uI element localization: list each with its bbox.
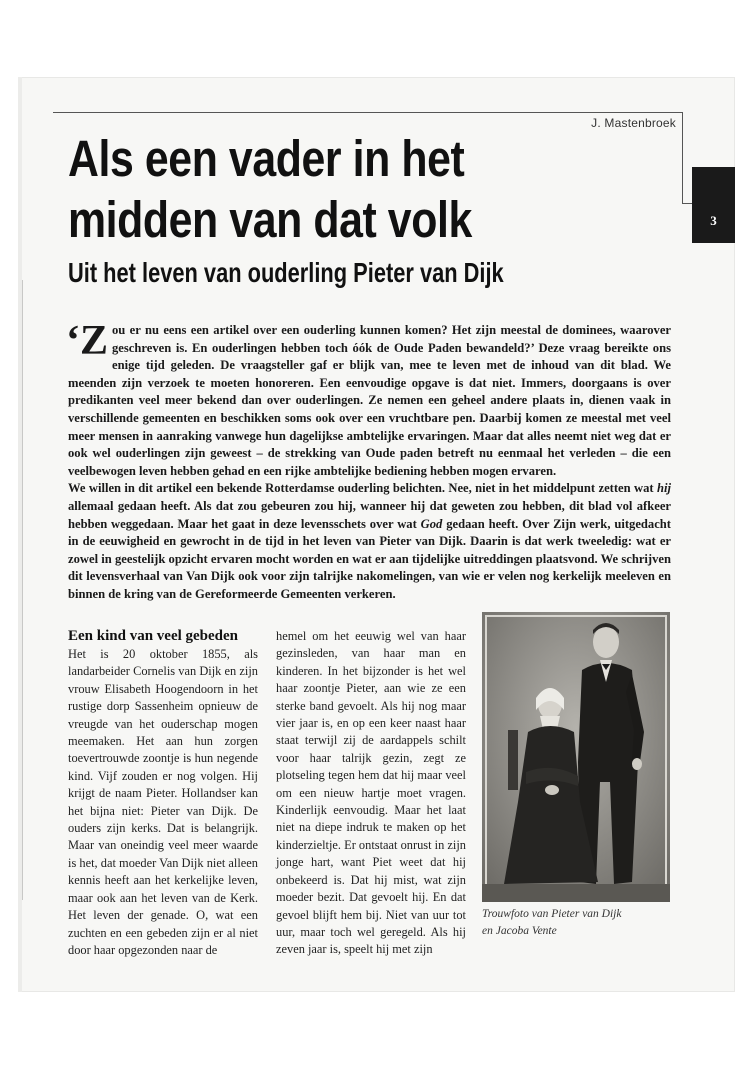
intro-p2-emphasis-god: God <box>420 516 443 531</box>
author-name: J. Mastenbroek <box>591 116 676 130</box>
page-number-tab <box>692 167 735 243</box>
intro-p2-b: allemaal gedaan heeft. Als dat zou gebeuren zou hij, wanneer hij dat geweten zou hebben, dit blad vol afkeer hebben weggedaan. Maar het gaat in deze levensschets over wat <box>68 498 671 531</box>
page-number: 3 <box>710 213 717 228</box>
column-1-text: Het is 20 oktober 1855, als landarbeider Cornelis van Dijk en zijn vrouw Elisabeth Hoogendoorn in het rustige dorp Sassenheim opnieuw de vreugde van het ouderschap mogen meemaken. Het aan hun zorgen toevertrouwde zoontje is hun negende kind. Vijf zouden er nog volgen. Hij krijgt de naam Pieter. Hollandser kan het bijna niet: Pieter van Dijk. De ouders zijn kerks. Dat is belangrijk. Maar van oneindig veel meer waarde is het, dat moeder Van Dijk niet alleen kennis heeft aan het kerkelijke leven, maar ook aan het leven van de Kerk. Het leven der genade. O, wat een zuchten en een gebeden zijn er al niet door haar opgezonden naar de <box>68 647 258 957</box>
intro-paragraph-2 <box>68 480 671 603</box>
intro-p2-emphasis-hij: hij <box>656 481 671 496</box>
caption-line-1: Trouwfoto van Pieter van Dijk <box>482 908 622 920</box>
intro-p2-a: We willen in dit artikel een bekende Rotterdamse ouderling belichten. Nee, niet in het middelpunt zetten wat <box>68 481 657 496</box>
header-rule <box>53 112 683 113</box>
intro-p2-c: gedaan heeft. Over Zijn werk, uitgedacht in de eeuwigheid en gewrocht in de tijd in het leven van Pieter van Dijk. Daarin is dat werk tweeledig: wat er zowel in geestelijk opzicht ervaren mocht worden en wat er aan tijdelijke uitreddingen plaatsvond. We schrijven dit levensverhaal van Van Dijk ook voor zijn talrijke nakomelingen, van wie er velen nog kerkelijk meeleven en binnen de kring van de Gereformeerde Gemeenten verkeren. <box>68 516 671 601</box>
body-column-2 <box>276 628 466 959</box>
header-bracket-horizontal <box>682 203 692 204</box>
caption-line-2: en Jacoba Vente <box>482 925 557 937</box>
intro-text <box>66 318 671 604</box>
body-column-1 <box>68 628 258 959</box>
section-heading: Een kind van veel gebeden <box>68 628 239 644</box>
photo-caption <box>482 906 672 940</box>
intro-paragraph-1 <box>66 318 671 480</box>
article-title: Als een vader in het midden van dat volk <box>68 130 472 248</box>
column-2-text: hemel om het eeuwig wel van haar gezinsleden, van haar man en kinderen. In het bijzonder is het wel haar zoontje Pieter, aan wie ze een sterke band gevoelt. Als hij nog maar vier jaar is, en op een keer naast haar staat terwijl zij de aardappels schilt voor haar talrijk gezin, zegt ze plotseling tegen hem dat hij maar veel om een nieuw hartje moet vragen. Kinderlijk eenvoudig. Maar het laat niet na diepe indruk te maken op het kinderzieltje. Er ontstaat onrust in zijn jonge hart, want Piet weet dat hij onbekeerd is. Dat hij mist, wat zijn moeder bezit. Dat gevoelt hij. En dat gevoel blijft hem bij. Niet van uur tot uur, maar toch wel geregeld. Als hij zeven jaar is, speelt hij met zijn <box>276 629 466 957</box>
gutter-line <box>22 280 23 900</box>
wedding-photo-image <box>482 612 670 902</box>
wedding-photo <box>482 612 670 902</box>
article-subtitle: Uit het leven van ouderling Pieter van Dijk <box>68 257 504 288</box>
intro-paragraph-1-text: ou er nu eens een artikel over een ouderling kunnen komen? Het zijn meestal de dominees, waarover geschreven is. En ouderlingen hebben toch óók de Oude Paden bewandeld?’ Deze vraag bereikte ons enige tijd geleden. De vraagsteller gaf er blijk van, mee te leven met de inhoud van dit blad. We meenden zijn verzoek te moeten honoreren. Een eenvoudige opgave is dat niet. Immers, doorgaans is over predikanten veel meer bekend dan over ouderlingen. Ze nemen een geheel andere plaats in, dienen vaak in verschillende gemeenten en beschikken soms ook over een vruchtbare pen. Daarbij komen ze meestal met veel meer mensen in aanraking vanwege hun dagelijkse ambtelijke ervaringen. Maar dat alles neemt niet weg dat er ook wel ouderlingen zijn geweest – de strekking van Oude paden betreft nu eenmaal het verleden – die een veelbewogen leven hebben gehad en een rijke ambtelijke bediening hebben mogen ervaren. <box>68 323 671 478</box>
header-bracket-vertical <box>682 112 683 204</box>
drop-cap: ‘Z <box>66 318 108 364</box>
